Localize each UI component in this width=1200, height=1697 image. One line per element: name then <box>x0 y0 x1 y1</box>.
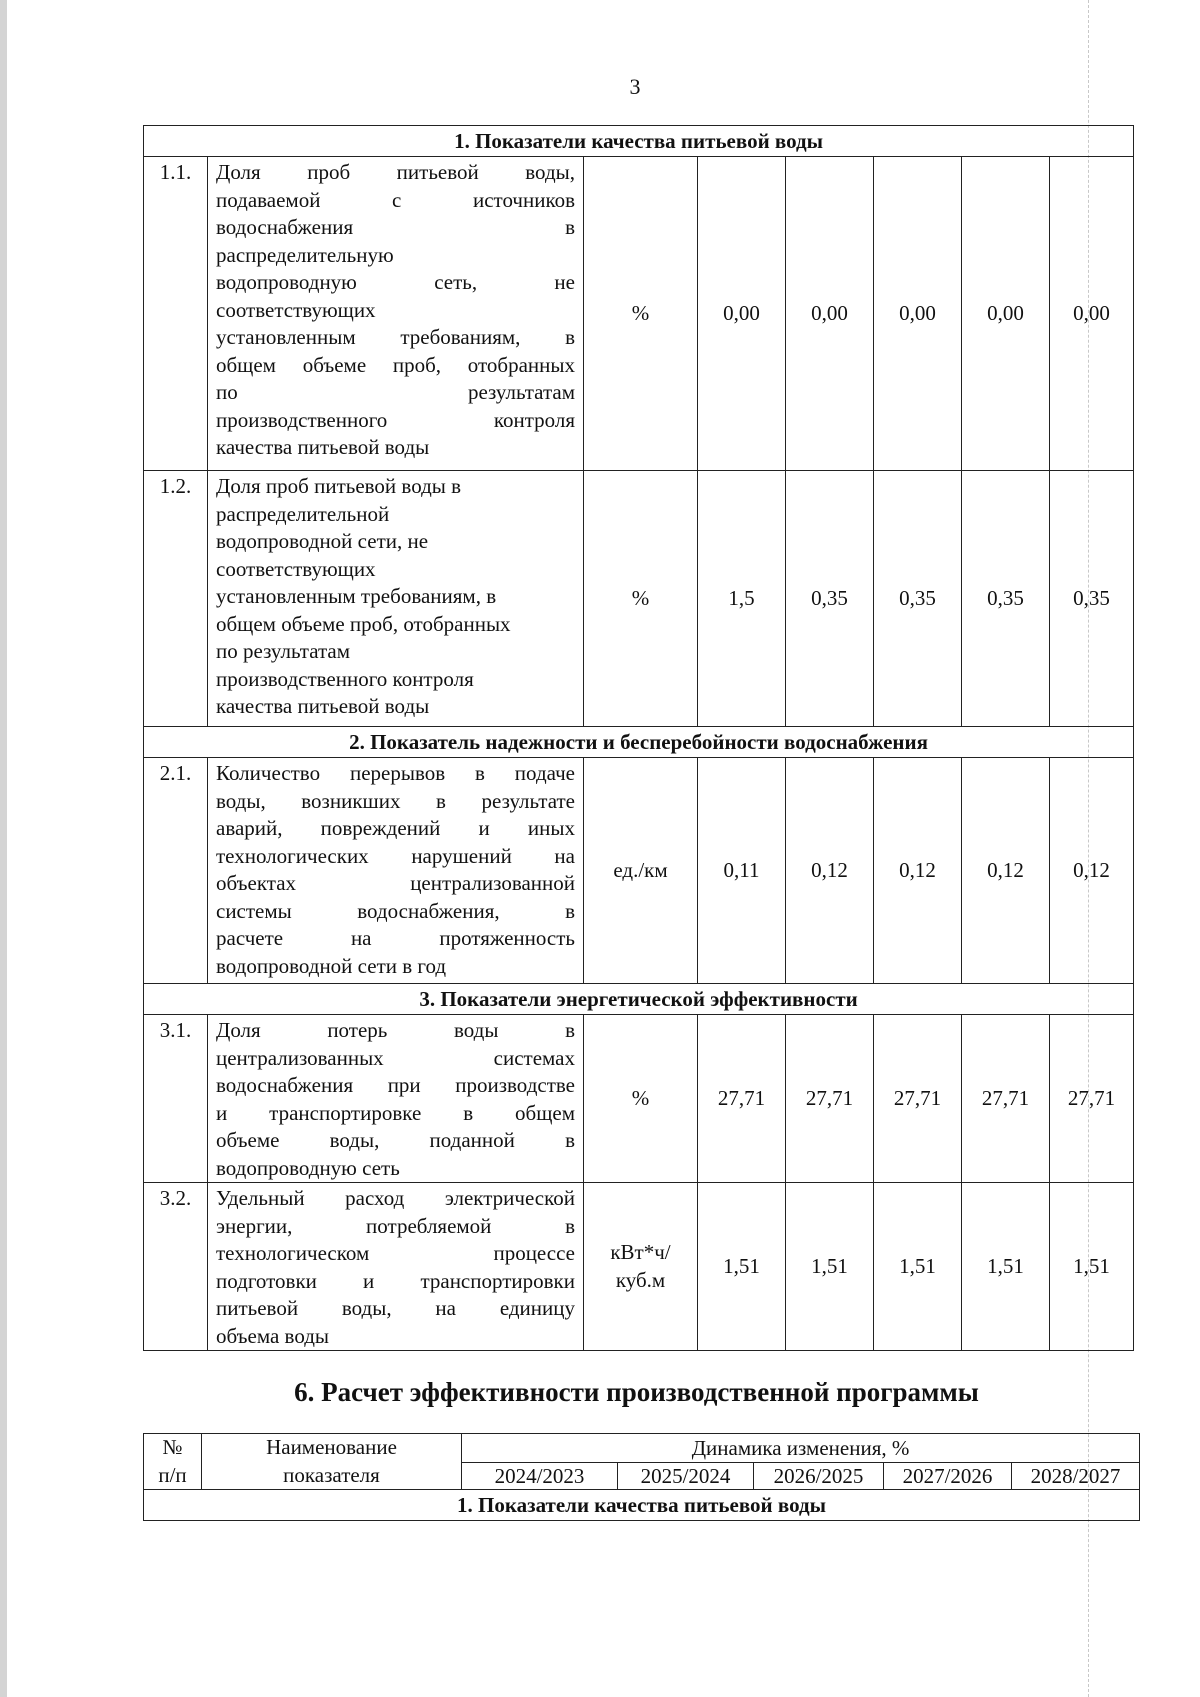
value-cell: 27,71 <box>1050 1015 1134 1183</box>
row-number: 3.1. <box>144 1015 208 1183</box>
indicator-name: Удельный расход электрической энергии, потребляемой в технологическом процессе подготовки и транспортировки питьевой воды, на единицу объема воды <box>208 1183 584 1351</box>
table-row-1-2 <box>144 471 1134 727</box>
section-row <box>144 1490 1140 1521</box>
value-cell: 1,51 <box>786 1183 874 1351</box>
dynamics-header: Динамика изменения, % <box>462 1434 1140 1463</box>
header-row <box>144 1434 1140 1463</box>
section-title-2: 2. Показатель надежности и бесперебойности водоснабжения <box>144 727 1134 758</box>
efficiency-table <box>143 1433 1140 1521</box>
table-row-1-1 <box>144 157 1134 471</box>
value-cell: 0,00 <box>698 157 786 471</box>
year-header: 2027/2026 <box>884 1463 1012 1490</box>
section-row-3 <box>144 984 1134 1015</box>
value-cell: 1,5 <box>698 471 786 727</box>
table-row-3-2 <box>144 1183 1134 1351</box>
table-row-2-1 <box>144 758 1134 984</box>
value-cell: 27,71 <box>698 1015 786 1183</box>
value-cell: 1,51 <box>698 1183 786 1351</box>
year-header: 2026/2025 <box>754 1463 884 1490</box>
unit: % <box>584 1015 698 1183</box>
unit: ед./км <box>584 758 698 984</box>
indicator-name: Количество перерывов в подаче воды, возникших в результате аварий, повреждений и иных технологических нарушений на объектах централизованной системы водоснабжения, в расчете на протяженность водопроводной сети в год <box>208 758 584 984</box>
unit: % <box>584 157 698 471</box>
value-cell: 0,35 <box>874 471 962 727</box>
value-cell: 0,12 <box>962 758 1050 984</box>
value-cell: 0,11 <box>698 758 786 984</box>
unit: кВт*ч/ куб.м <box>584 1183 698 1351</box>
section-title-1: 1. Показатели качества питьевой воды <box>144 126 1134 157</box>
value-cell: 0,35 <box>786 471 874 727</box>
value-cell: 27,71 <box>874 1015 962 1183</box>
value-cell: 27,71 <box>786 1015 874 1183</box>
table-row-3-1 <box>144 1015 1134 1183</box>
value-cell: 0,35 <box>962 471 1050 727</box>
value-cell: 27,71 <box>962 1015 1050 1183</box>
value-cell: 1,51 <box>962 1183 1050 1351</box>
scan-page-edge <box>0 0 7 1697</box>
indicators-table <box>143 125 1134 1351</box>
column-name-header: Наименование показателя <box>202 1434 462 1490</box>
section-row-1 <box>144 126 1134 157</box>
value-cell: 0,00 <box>786 157 874 471</box>
unit: % <box>584 471 698 727</box>
year-header: 2025/2024 <box>618 1463 754 1490</box>
section-6-title: 6. Расчет эффективности производственной программы <box>294 1377 979 1407</box>
column-number-header: № п/п <box>144 1434 202 1490</box>
value-cell: 1,51 <box>874 1183 962 1351</box>
section-title: 1. Показатели качества питьевой воды <box>144 1490 1140 1521</box>
indicator-name: Доля потерь воды в централизованных системах водоснабжения при производстве и транспортировке в общем объеме воды, поданной в водопроводную сеть <box>208 1015 584 1183</box>
value-cell: 0,00 <box>1050 157 1134 471</box>
indicator-name: Доля проб питьевой воды в распределительной водопроводной сети, не соответствующих установленным требованиям, в общем объеме проб, отобранных по результатам производственного контроля качества питьевой воды <box>208 471 584 727</box>
value-cell: 0,35 <box>1050 471 1134 727</box>
row-number: 2.1. <box>144 758 208 984</box>
page-number: 3 <box>629 74 641 99</box>
value-cell: 0,12 <box>874 758 962 984</box>
value-cell: 0,12 <box>1050 758 1134 984</box>
indicator-name: Доля проб питьевой воды, подаваемой с источников водоснабжения в распределительную водопроводную сеть, не соответствующих установленным требованиям, в общем объеме проб, отобранных по результатам производственного контроля качества питьевой воды <box>208 157 584 471</box>
row-number: 3.2. <box>144 1183 208 1351</box>
value-cell: 0,00 <box>874 157 962 471</box>
row-number: 1.2. <box>144 471 208 727</box>
year-header: 2028/2027 <box>1012 1463 1140 1490</box>
row-number: 1.1. <box>144 157 208 471</box>
section-row-2 <box>144 727 1134 758</box>
value-cell: 1,51 <box>1050 1183 1134 1351</box>
value-cell: 0,00 <box>962 157 1050 471</box>
section-title-3: 3. Показатели энергетической эффективности <box>144 984 1134 1015</box>
year-header: 2024/2023 <box>462 1463 618 1490</box>
value-cell: 0,12 <box>786 758 874 984</box>
